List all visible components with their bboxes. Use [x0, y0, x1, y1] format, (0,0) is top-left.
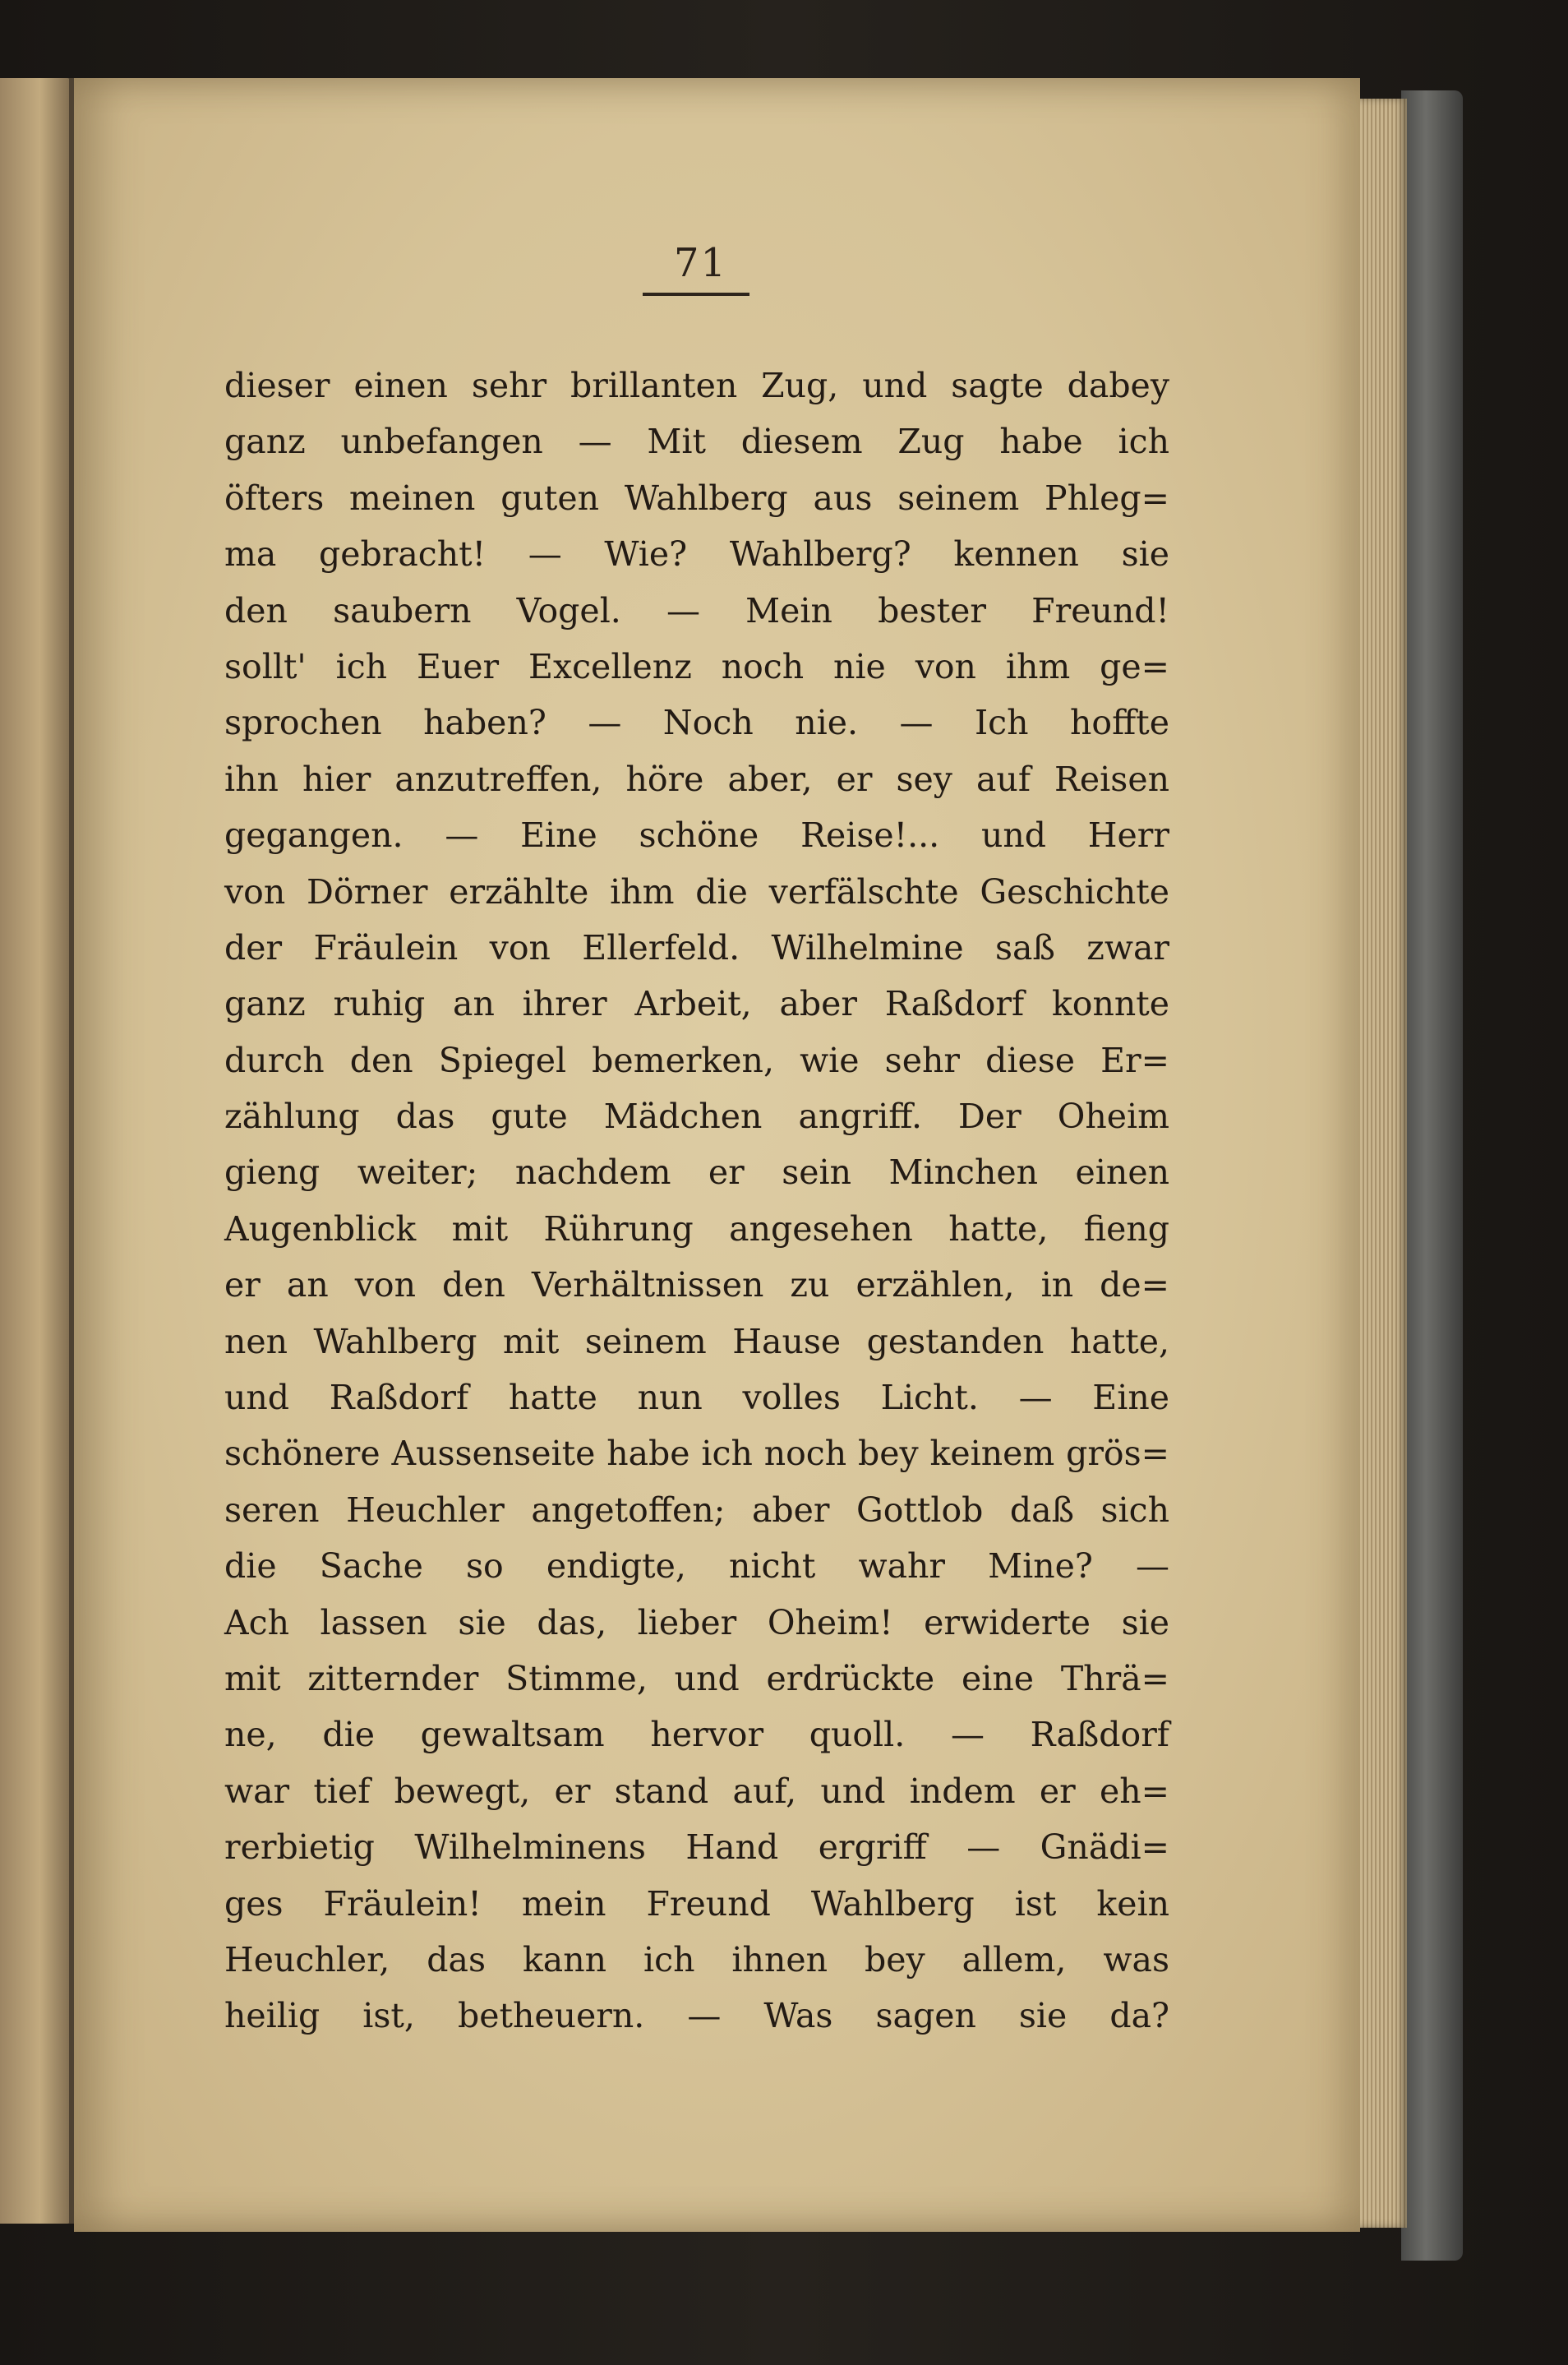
text-line: öfters meinen guten Wahlberg aus seinem Phleg= — [224, 478, 1169, 518]
text-line: ganz unbefangen — Mit diesem Zug habe ich — [224, 422, 1169, 462]
text-line: seren Heuchler angetoffen; aber Gottlob daß sich — [224, 1490, 1169, 1530]
text-line: er an von den Verhältnissen zu erzählen, in de= — [224, 1265, 1169, 1305]
text-line: ihn hier anzutreffen, höre aber, er sey auf Reisen — [224, 759, 1169, 799]
text-line: sprochen haben? — Noch nie. — Ich hoffte — [224, 703, 1169, 743]
text-line: rerbietig Wilhelminens Hand ergriff — Gnädi= — [224, 1827, 1169, 1868]
text-line: Heuchler, das kann ich ihnen bey allem, was — [224, 1939, 1169, 1979]
page-number-rule — [643, 293, 749, 296]
text-line: der Fräulein von Ellerfeld. Wilhelmine saß zwar — [224, 927, 1169, 968]
text-line: dieser einen sehr brillanten Zug, und sagte dabey — [224, 366, 1169, 405]
text-line: zählung das gute Mädchen angriff. Der Oheim — [224, 1097, 1169, 1137]
text-line: und Raßdorf hatte nun volles Licht. — Eine — [224, 1378, 1169, 1418]
text-line: durch den Spiegel bemerken, wie sehr diese Er= — [224, 1040, 1169, 1080]
text-line: ganz ruhig an ihrer Arbeit, aber Raßdorf konnte — [224, 984, 1169, 1024]
text-line: ne, die gewaltsam hervor quoll. — Raßdorf — [224, 1715, 1169, 1755]
text-line: Augenblick mit Rührung angesehen hatte, fieng — [224, 1208, 1169, 1249]
text-line: sollt' ich Euer Excellenz noch nie von ihm ge= — [224, 646, 1169, 686]
text-line: den saubern Vogel. — Mein bester Freund! — [224, 590, 1169, 631]
page-block-edges — [1356, 99, 1407, 2228]
text-line: Ach lassen sie das, lieber Oheim! erwiderte sie — [224, 1602, 1169, 1642]
page-number: 71 — [674, 240, 728, 286]
text-line: die Sache so endigte, nicht wahr Mine? — — [224, 1546, 1169, 1587]
text-line: mit zitternder Stimme, und erdrückte eine Thrä= — [224, 1658, 1169, 1698]
text-line: ma gebracht! — Wie? Wahlberg? kennen sie — [224, 534, 1169, 575]
body-text — [224, 358, 1169, 2044]
text-line: von Dörner erzählte ihm die verfälschte Geschichte — [224, 871, 1169, 912]
text-line: schönere Aussenseite habe ich noch bey keinem grös= — [224, 1434, 1169, 1474]
text-line: war tief bewegt, er stand auf, und indem er eh= — [224, 1771, 1169, 1811]
previous-page-edge — [0, 78, 72, 2224]
text-line: heilig ist, betheuern. — Was sagen sie da? — [224, 1996, 1169, 2036]
text-line: gieng weiter; nachdem er sein Minchen einen — [224, 1152, 1169, 1193]
text-line: nen Wahlberg mit seinem Hause gestanden hatte, — [224, 1321, 1169, 1361]
book-cover-board — [1401, 90, 1463, 2261]
text-line: ges Fräulein! mein Freund Wahlberg ist kein — [224, 1883, 1169, 1924]
text-line: gegangen. — Eine schöne Reise!... und Herr — [224, 815, 1169, 856]
